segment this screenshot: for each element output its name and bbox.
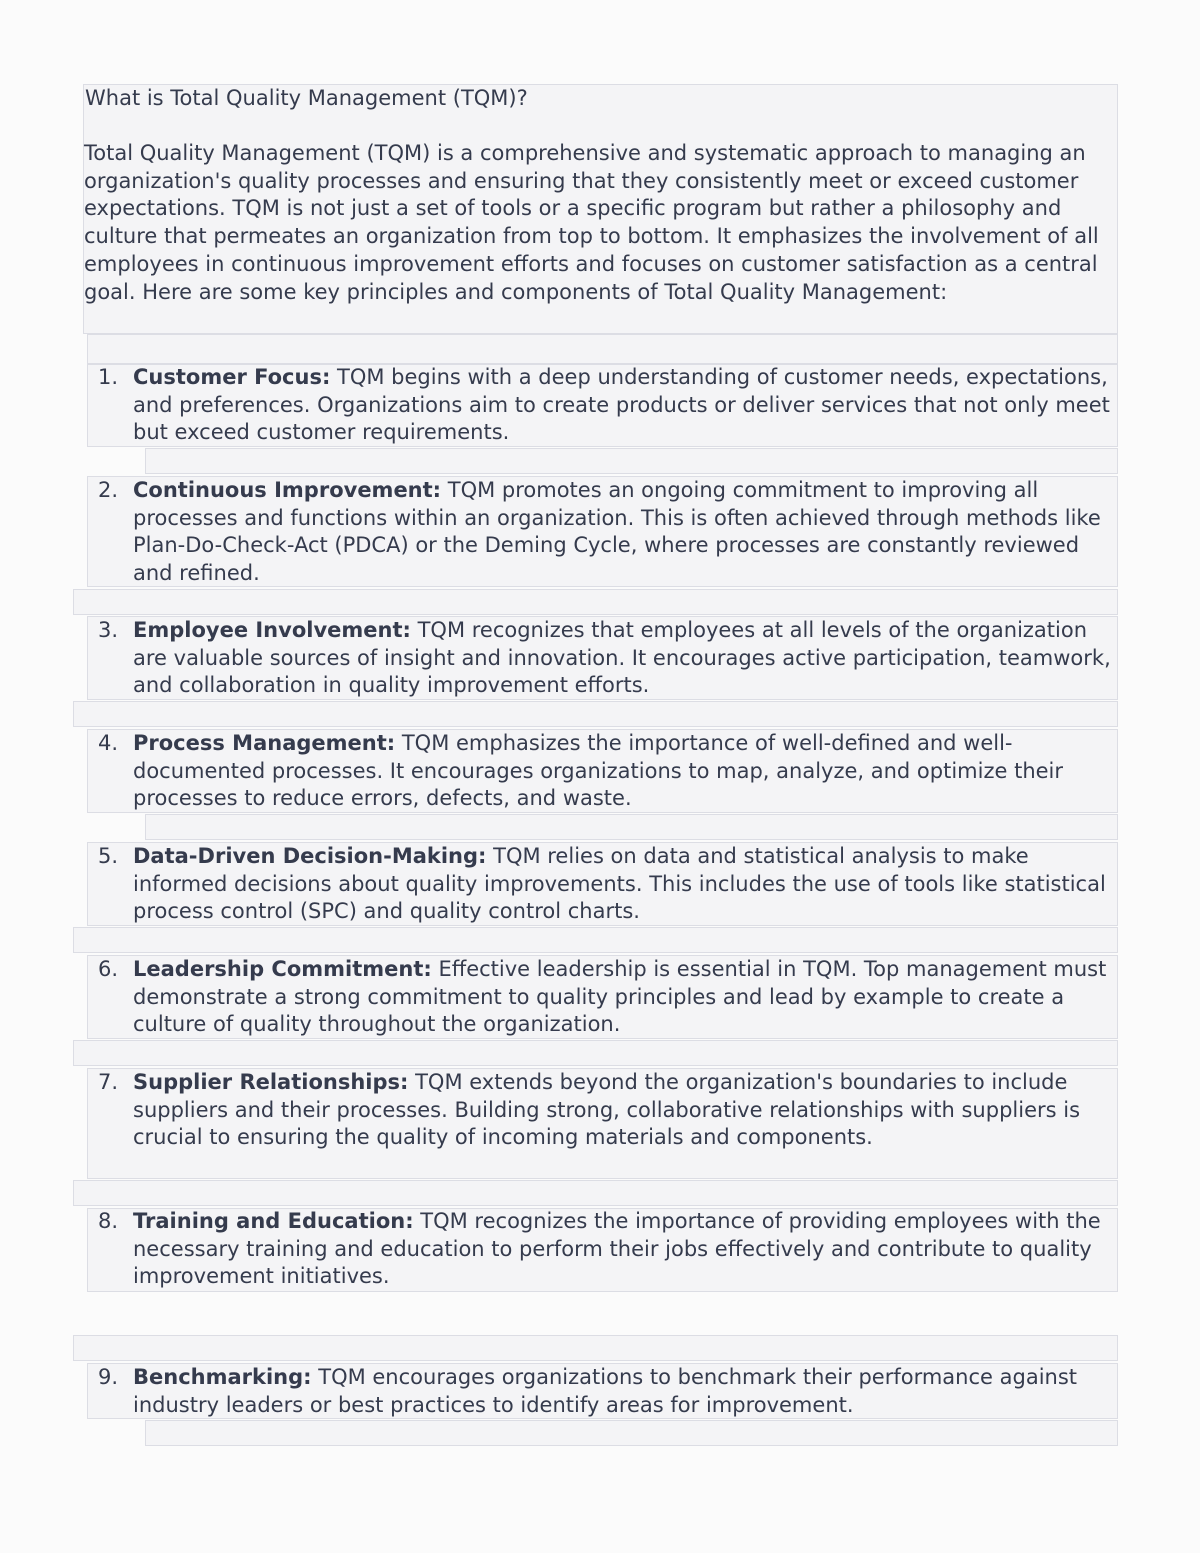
- spacer-strip: [73, 589, 1118, 615]
- item-heading: Leadership Commitment:: [133, 957, 432, 981]
- spacer-strip: [145, 448, 1118, 474]
- list-item: [87, 1069, 1117, 1152]
- item-text: TQM recognizes the importance of providing employees with the necessary training and education to perform their jobs effectively and contribute to quality improvement initiatives.: [133, 1209, 1101, 1289]
- list-item: [87, 1208, 1117, 1291]
- list-number: 7.: [98, 1070, 119, 1094]
- page-title: What is Total Quality Management (TQM)?: [85, 86, 528, 110]
- item-heading: Training and Education:: [133, 1209, 414, 1233]
- list-item: [87, 477, 1117, 588]
- item-text: Effective leadership is essential in TQM. Top management must demonstrate a strong commitment to quality principles and lead by example to create a culture of quality throughout the organization.: [133, 957, 1107, 1037]
- list-number: 9.: [98, 1365, 119, 1389]
- spacer-strip: [73, 1335, 1118, 1361]
- list-number: 3.: [98, 618, 119, 642]
- item-text: TQM encourages organizations to benchmark their performance against industry leaders or best practices to identify areas for improvement.: [133, 1365, 1078, 1417]
- spacer-strip: [73, 1040, 1118, 1066]
- spacer-strip: [145, 1420, 1118, 1446]
- list-number: 8.: [98, 1209, 119, 1233]
- list-item: [87, 617, 1117, 700]
- item-heading: Benchmarking:: [133, 1365, 312, 1389]
- intro-paragraph: Total Quality Management (TQM) is a comprehensive and systematic approach to managing an organization's quality processes and ensuring that they consistently meet or exceed customer expectations. TQM is not just a set of tools or a specific program but rather a philosophy and culture that permeates an organization from top to bottom. It emphasizes the involvement of all employees in continuous improvement efforts and focuses on customer satisfaction as a central goal. Here are some key principles and components of Total Quality Management:: [84, 141, 1099, 304]
- list-item: [87, 730, 1117, 813]
- item-heading: Continuous Improvement:: [133, 478, 442, 502]
- item-text: TQM relies on data and statistical analysis to make informed decisions about quality improvements. This includes the use of tools like statistical process control (SPC) and quality control charts.: [133, 844, 1106, 924]
- spacer-strip: [73, 1180, 1118, 1206]
- item-heading: Customer Focus:: [133, 365, 331, 389]
- list-item: [87, 956, 1117, 1039]
- item-heading: Supplier Relationships:: [133, 1070, 409, 1094]
- item-text: TQM promotes an ongoing commitment to improving all processes and functions within an organization. This is often achieved through methods like Plan-Do-Check-Act (PDCA) or the Deming Cycle, where processes are constantly reviewed and refined.: [133, 478, 1101, 586]
- item-heading: Employee Involvement:: [133, 618, 411, 642]
- spacer-strip: [73, 927, 1118, 953]
- item-heading: Process Management:: [133, 731, 396, 755]
- item-text: TQM begins with a deep understanding of customer needs, expectations, and preferences. Organizations aim to create products or deliver services that not only meet but exceed customer requirements.: [133, 365, 1110, 445]
- list-item: [87, 1364, 1117, 1419]
- list-item: [87, 364, 1117, 447]
- item-heading: Data-Driven Decision-Making:: [133, 844, 487, 868]
- list-number: 1.: [98, 365, 119, 389]
- list-number: 4.: [98, 731, 119, 755]
- item-text: TQM recognizes that employees at all levels of the organization are valuable sources of insight and innovation. It encourages active participation, teamwork, and collaboration in quality improvement efforts.: [133, 618, 1111, 698]
- list-number: 5.: [98, 844, 119, 868]
- list-number: 2.: [98, 478, 119, 502]
- list-item: [87, 843, 1117, 926]
- item-text: TQM extends beyond the organization's boundaries to include suppliers and their processes. Building strong, collaborative relationships with suppliers is crucial to ensuring the quality of incoming materials and components.: [133, 1070, 1081, 1150]
- spacer-strip: [73, 701, 1118, 727]
- item-text: TQM emphasizes the importance of well-defined and well-documented processes. It encourages organizations to map, analyze, and optimize their processes to reduce errors, defects, and waste.: [133, 731, 1064, 811]
- spacer-strip: [145, 814, 1118, 840]
- list-number: 6.: [98, 957, 119, 981]
- spacer-strip: [87, 334, 1118, 364]
